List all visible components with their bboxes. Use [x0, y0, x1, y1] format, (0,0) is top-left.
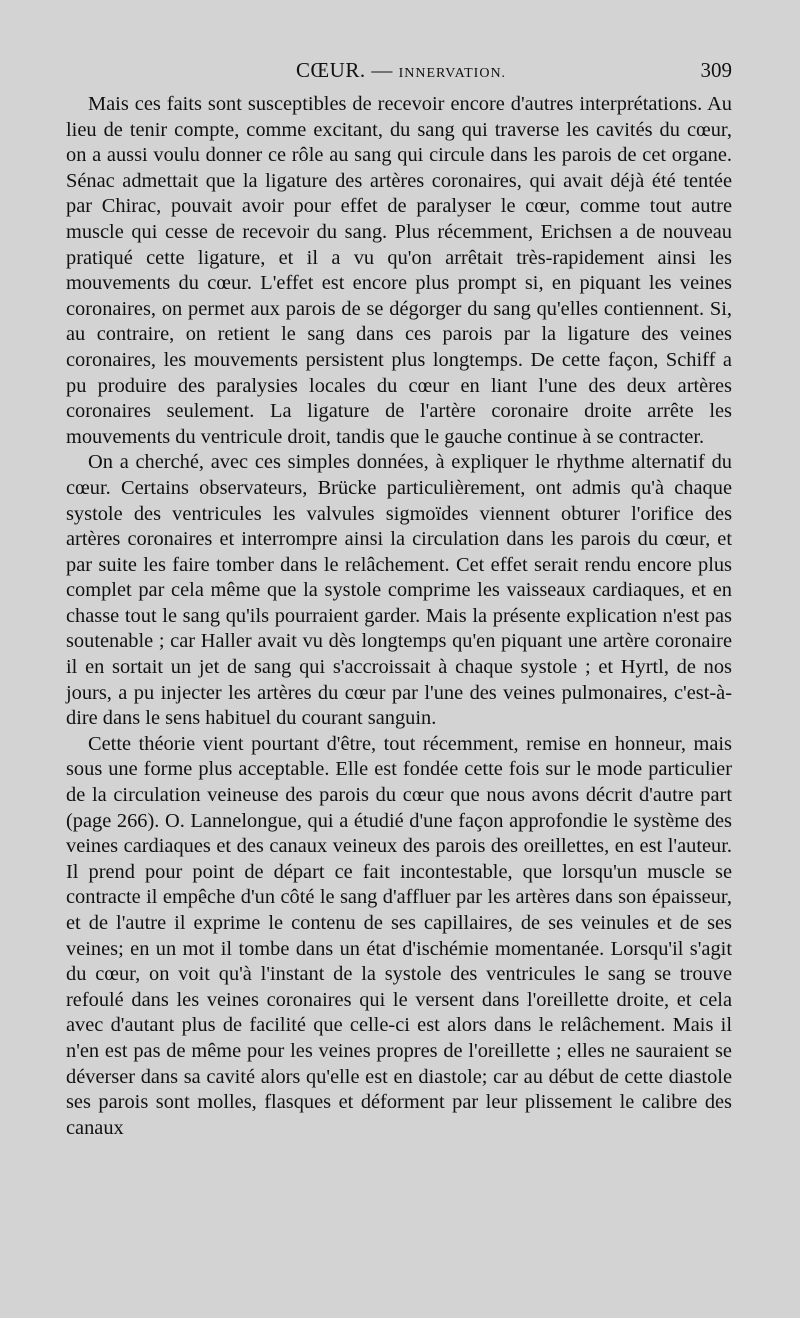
paragraph-2: On a cherché, avec ces simples données, à expliquer le rhythme alternatif du cœur. Certains observateurs, Brücke particulièrement, ont admis qu'à chaque systole des ventricules les valvules sigmoïdes viennent obturer l'orifice des artères coronaires et interrompre ainsi la circulation dans les parois du cœur, et par suite les faire tomber dans le relâchement. Cet effet serait rendu encore plus complet par cela même que la systole comprime les vaisseaux cardiaques, et en chasse tout le sang qu'ils pourraient garder. Mais la présente explication n'est pas soutenable ; car Haller avait vu dès longtemps qu'en piquant une artère coronaire il en sortait un jet de sang qui s'accroissait à chaque systole ; et Hyrtl, de nos jours, a pu injecter les artères du cœur par l'une des veines pulmonaires, c'est-à-dire dans le sens habituel du courant sanguin. — [66, 451, 732, 730]
page-body — [66, 92, 732, 1141]
running-title — [296, 58, 506, 83]
paragraph-3: Cette théorie vient pourtant d'être, tout récemment, remise en honneur, mais sous une forme plus acceptable. Elle est fondée cette fois sur le mode particulier de la circulation veineuse des parois du cœur que nous avons décrit d'autre part (page 266). O. Lannelongue, qui a étudié d'une façon approfondie le système des veines cardiaques et des canaux veineux des parois des oreillettes, en est l'auteur. Il prend pour point de départ ce fait incontestable, que lorsqu'un muscle se contracte il empêche d'un côté le sang d'affluer par les artères dans son épaisseur, et de l'autre il exprime le contenu de ses capillaires, de ses veinules et de ses veines; en un mot il tombe dans un état d'ischémie momentanée. Lorsqu'il s'agit du cœur, on voit qu'à l'instant de la systole des ventricules le sang se trouve refoulé dans les veines coronaires qui le versent dans l'oreillette droite, et cela avec d'autant plus de facilité que celle-ci est alors dans le relâchement. Mais il n'en est pas de même pour les veines propres de l'oreillette ; elles ne sauraient se déverser dans sa cavité alors qu'elle est en diastole; car au début de cette diastole ses parois sont molles, flasques et déforment par leur plissement le calibre des canaux — [66, 732, 732, 1139]
page-number: 309 — [700, 58, 732, 82]
running-title-dash: — — [371, 58, 393, 82]
paragraph-1: Mais ces faits sont susceptibles de recevoir encore d'autres interprétations. Au lieu de tenir compte, comme excitant, du sang qui traverse les cavités du cœur, on a aussi voulu donner ce rôle au sang qui circule dans les parois de cet organe. Sénac admettait que la ligature des artères coronaires, qui avait déjà été tentée par Chirac, pouvait avoir pour effet de paralyser le cœur, comme tout autre muscle qui cesse de recevoir du sang. Plus récemment, Erichsen a de nouveau pratiqué cette ligature, et il a vu qu'on arrêtait très-rapidement ainsi les mouvements du cœur. L'effet est encore plus prompt si, en piquant les veines coronaires, on permet aux parois de se dégorger du sang qu'elles contiennent. Si, au contraire, on retient le sang dans ces parois par la ligature des veines coronaires, les mouvements persistent plus longtemps. De cette façon, Schiff a pu produire des paralysies locales du cœur en liant l'une des deux artères coronaires seulement. La ligature de l'artère coronaire droite arrête les mouvements du ventricule droit, tandis que le gauche continue à se contracter. — [66, 93, 732, 448]
running-title-main: CŒUR. — [296, 58, 366, 82]
running-title-section: INNERVATION. — [398, 66, 507, 81]
running-head — [66, 58, 732, 88]
